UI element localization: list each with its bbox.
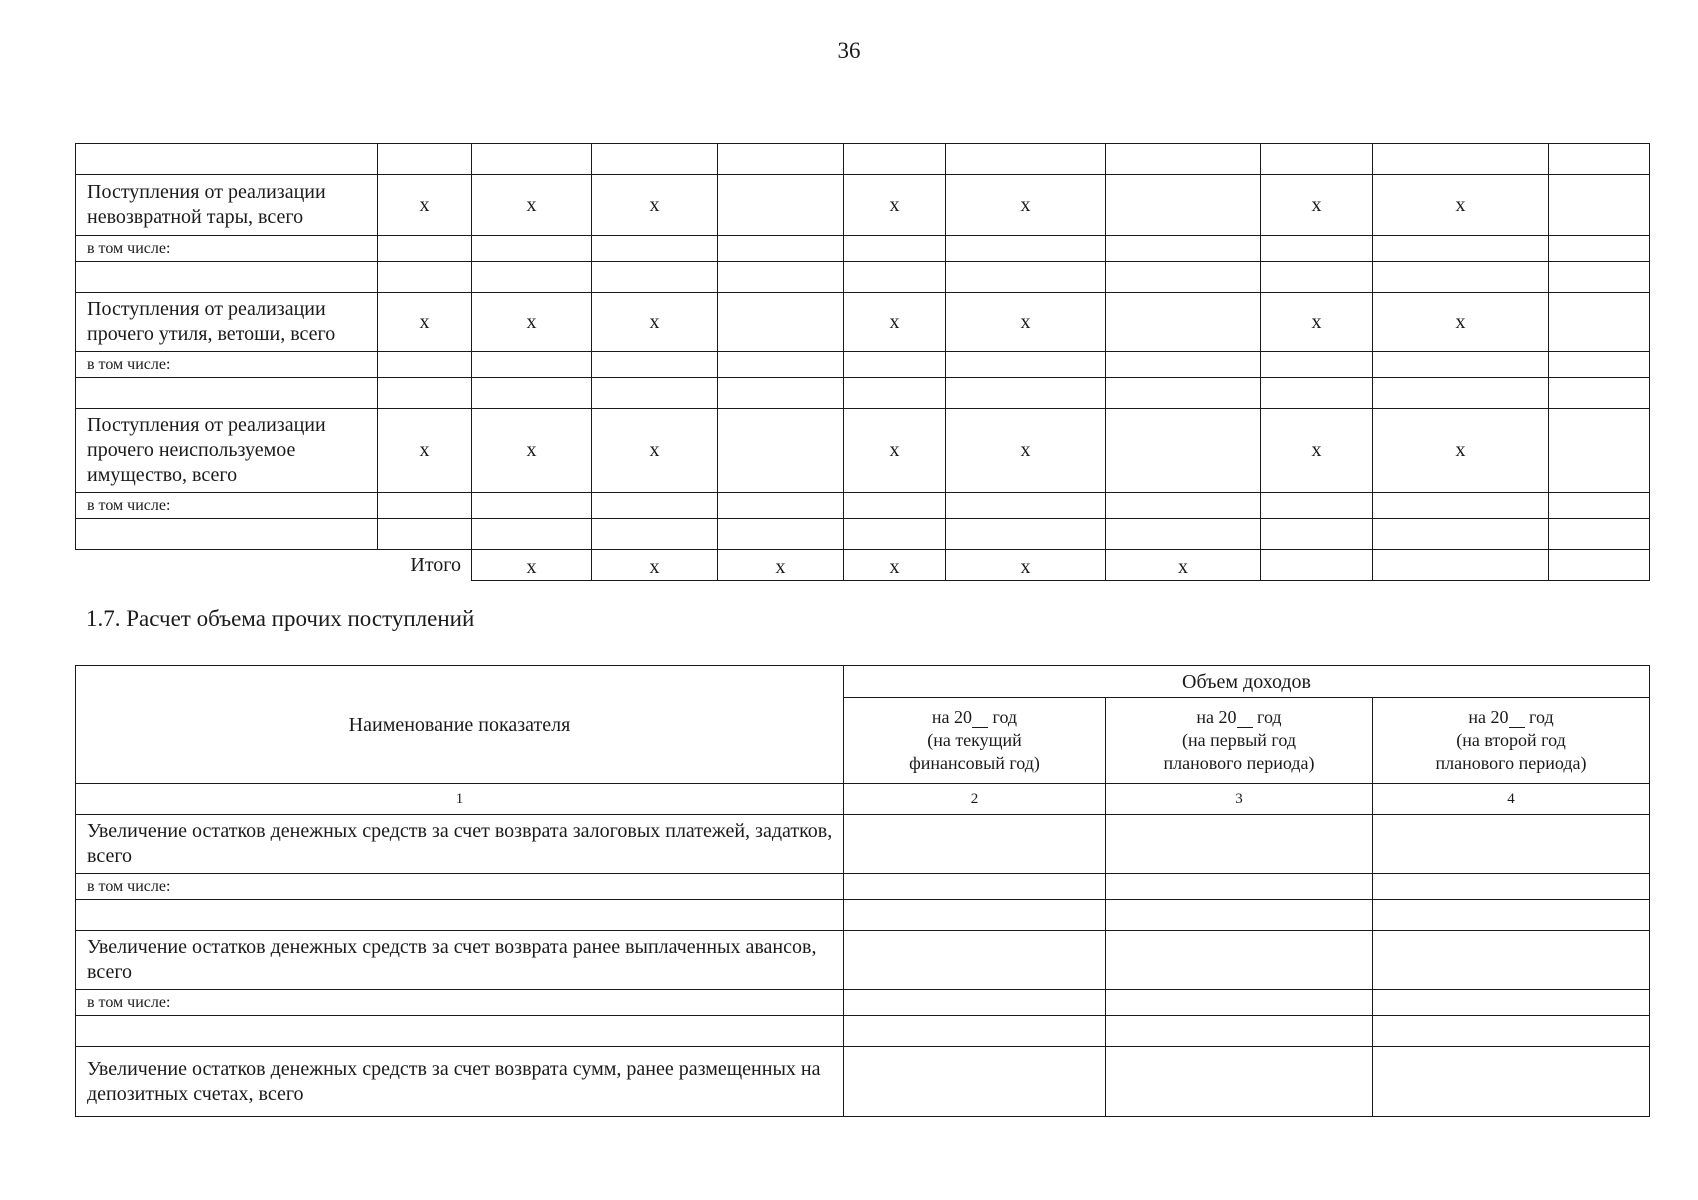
table-row (76, 352, 1650, 378)
year-suffix: год (1524, 707, 1554, 727)
x-mark: х (844, 409, 946, 493)
column-number: 3 (1106, 784, 1373, 815)
header-note: (на второй год планового периода) (1435, 730, 1587, 773)
x-mark: х (1373, 175, 1549, 236)
total-row (76, 550, 1650, 581)
x-mark: х (1261, 293, 1373, 352)
table-row (76, 262, 1650, 293)
x-mark: х (1261, 409, 1373, 493)
table-row (76, 493, 1650, 519)
header-current-year (844, 698, 1106, 784)
x-mark: х (592, 550, 718, 581)
sub-row-label: в том числе: (76, 236, 378, 262)
year-prefix: на 20 (1196, 707, 1237, 727)
x-mark: х (946, 293, 1106, 352)
table-row (76, 378, 1650, 409)
x-mark: х (472, 293, 592, 352)
sub-row-label: в том числе: (76, 352, 378, 378)
x-mark: х (1261, 175, 1373, 236)
other-receipts-table (75, 665, 1650, 1117)
header-income-volume: Объем доходов (844, 666, 1650, 698)
table-row (76, 144, 1650, 175)
x-mark: х (844, 175, 946, 236)
column-number: 4 (1373, 784, 1650, 815)
revenue-sales-table (75, 143, 1650, 581)
header-note: (на первый год планового периода) (1163, 730, 1315, 773)
row-label: Увеличение остатков денежных средств за счет возврата ранее выплаченных авансов, всего (76, 931, 844, 990)
header-indicator-name: Наименование показателя (76, 666, 844, 784)
table-row (76, 990, 1650, 1016)
x-mark: х (844, 293, 946, 352)
x-mark: х (946, 175, 1106, 236)
year-prefix: на 20 (931, 707, 973, 727)
header-second-plan-year (1373, 698, 1650, 784)
x-mark: х (1373, 409, 1549, 493)
table-row (76, 293, 1650, 352)
table-row (76, 409, 1650, 493)
table-row (76, 815, 1650, 874)
x-mark: х (1373, 293, 1549, 352)
table-row (76, 175, 1650, 236)
section-title: 1.7. Расчет объема прочих поступлений (86, 606, 475, 631)
x-mark: х (378, 409, 472, 493)
page-number: 36 (837, 38, 861, 63)
sub-row-label: в том числе: (76, 874, 844, 900)
table-row (76, 1047, 1650, 1117)
table-row (76, 236, 1650, 262)
year-blank (972, 707, 988, 728)
sub-row-label: в том числе: (76, 990, 844, 1016)
x-mark: х (718, 550, 844, 581)
x-mark: х (472, 175, 592, 236)
x-mark: х (1106, 550, 1261, 581)
x-mark: х (592, 409, 718, 493)
x-mark: х (378, 175, 472, 236)
x-mark: х (472, 550, 592, 581)
table-row (76, 931, 1650, 990)
x-mark: х (844, 550, 946, 581)
x-mark: х (472, 409, 592, 493)
x-mark: х (946, 409, 1106, 493)
year-blank (1509, 707, 1525, 728)
row-label: Увеличение остатков денежных средств за счет возврата сумм, ранее размещенных на депозитных счетах, всего (76, 1047, 844, 1117)
header-first-plan-year (1106, 698, 1373, 784)
year-suffix: год (988, 707, 1018, 727)
table-row (76, 519, 1650, 550)
table-row (76, 874, 1650, 900)
row-label: Поступления от реализации прочего утиля, ветоши, всего (76, 293, 378, 352)
column-number: 2 (844, 784, 1106, 815)
header-row (76, 666, 1650, 698)
x-mark: х (378, 293, 472, 352)
table-row (76, 900, 1650, 931)
row-label: Увеличение остатков денежных средств за счет возврата залоговых платежей, задатков, всего (76, 815, 844, 874)
table-row (76, 1016, 1650, 1047)
x-mark: х (592, 175, 718, 236)
header-note: (на текущий финансовый год) (909, 730, 1040, 773)
year-suffix: год (1252, 707, 1282, 727)
year-blank (1237, 707, 1253, 728)
row-label: Поступления от реализации невозвратной тары, всего (76, 175, 378, 236)
total-label: Итого (76, 550, 472, 581)
column-number: 1 (76, 784, 844, 815)
x-mark: х (946, 550, 1106, 581)
x-mark: х (592, 293, 718, 352)
year-prefix: на 20 (1468, 707, 1509, 727)
sub-row-label: в том числе: (76, 493, 378, 519)
column-number-row (76, 784, 1650, 815)
row-label: Поступления от реализации прочего неиспользуемое имущество, всего (76, 409, 378, 493)
